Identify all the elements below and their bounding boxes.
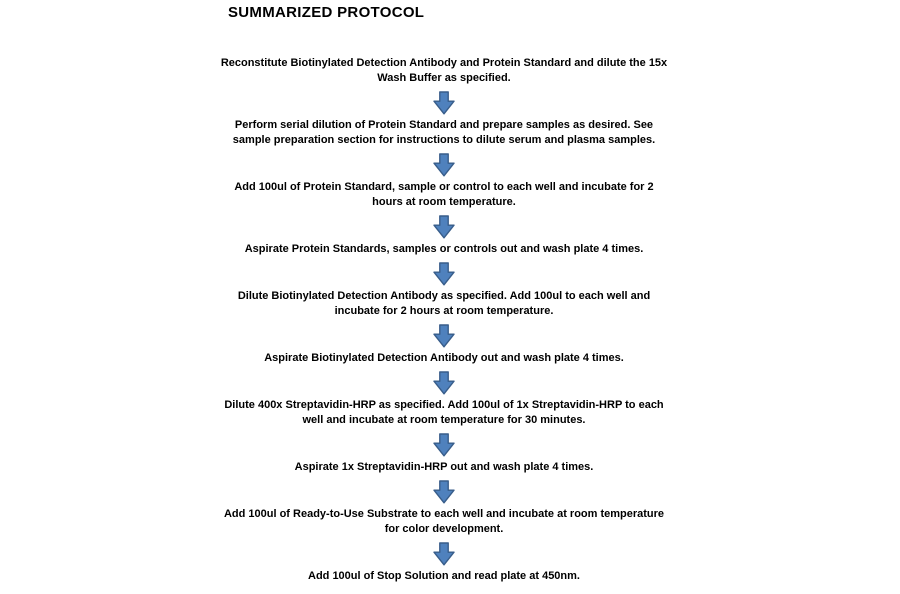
protocol-step-4: Aspirate Protein Standards, samples or controls out and wash plate 4 times. — [244, 243, 644, 255]
down-arrow-icon — [433, 262, 455, 286]
protocol-flow — [219, 56, 669, 589]
down-arrow-icon — [433, 542, 455, 566]
protocol-step-1: Reconstitute Biotinylated Detection Antibody and Protein Standard and dilute the 15x Wash Buffer as specified. — [220, 57, 668, 84]
protocol-step-3: Add 100ul of Protein Standard, sample or control to each well and incubate for 2 hours at room temperature. — [234, 181, 654, 208]
protocol-step-6: Aspirate Biotinylated Detection Antibody out and wash plate 4 times. — [264, 352, 624, 364]
protocol-step-2: Perform serial dilution of Protein Standard and prepare samples as desired. See sample preparation section for instructions to dilute serum and plasma samples. — [232, 119, 656, 146]
protocol-step-10: Add 100ul of Stop Solution and read plate at 450nm. — [308, 570, 580, 582]
down-arrow-icon — [433, 153, 455, 177]
down-arrow-icon — [433, 480, 455, 504]
protocol-step-8: Aspirate 1x Streptavidin-HRP out and wash plate 4 times. — [294, 461, 594, 473]
down-arrow-icon — [433, 215, 455, 239]
down-arrow-icon — [433, 324, 455, 348]
down-arrow-icon — [433, 433, 455, 457]
protocol-step-5: Dilute Biotinylated Detection Antibody as specified. Add 100ul to each well and incubate for 2 hours at room temperature. — [237, 290, 651, 317]
protocol-step-7: Dilute 400x Streptavidin-HRP as specified. Add 100ul of 1x Streptavidin-HRP to each well and incubate at room temperature for 30 minutes. — [224, 399, 664, 426]
down-arrow-icon — [433, 91, 455, 115]
down-arrow-icon — [433, 371, 455, 395]
page-title: SUMMARIZED PROTOCOL — [228, 4, 425, 21]
protocol-step-9: Add 100ul of Ready-to-Use Substrate to each well and incubate at room temperature for color development. — [223, 508, 665, 535]
